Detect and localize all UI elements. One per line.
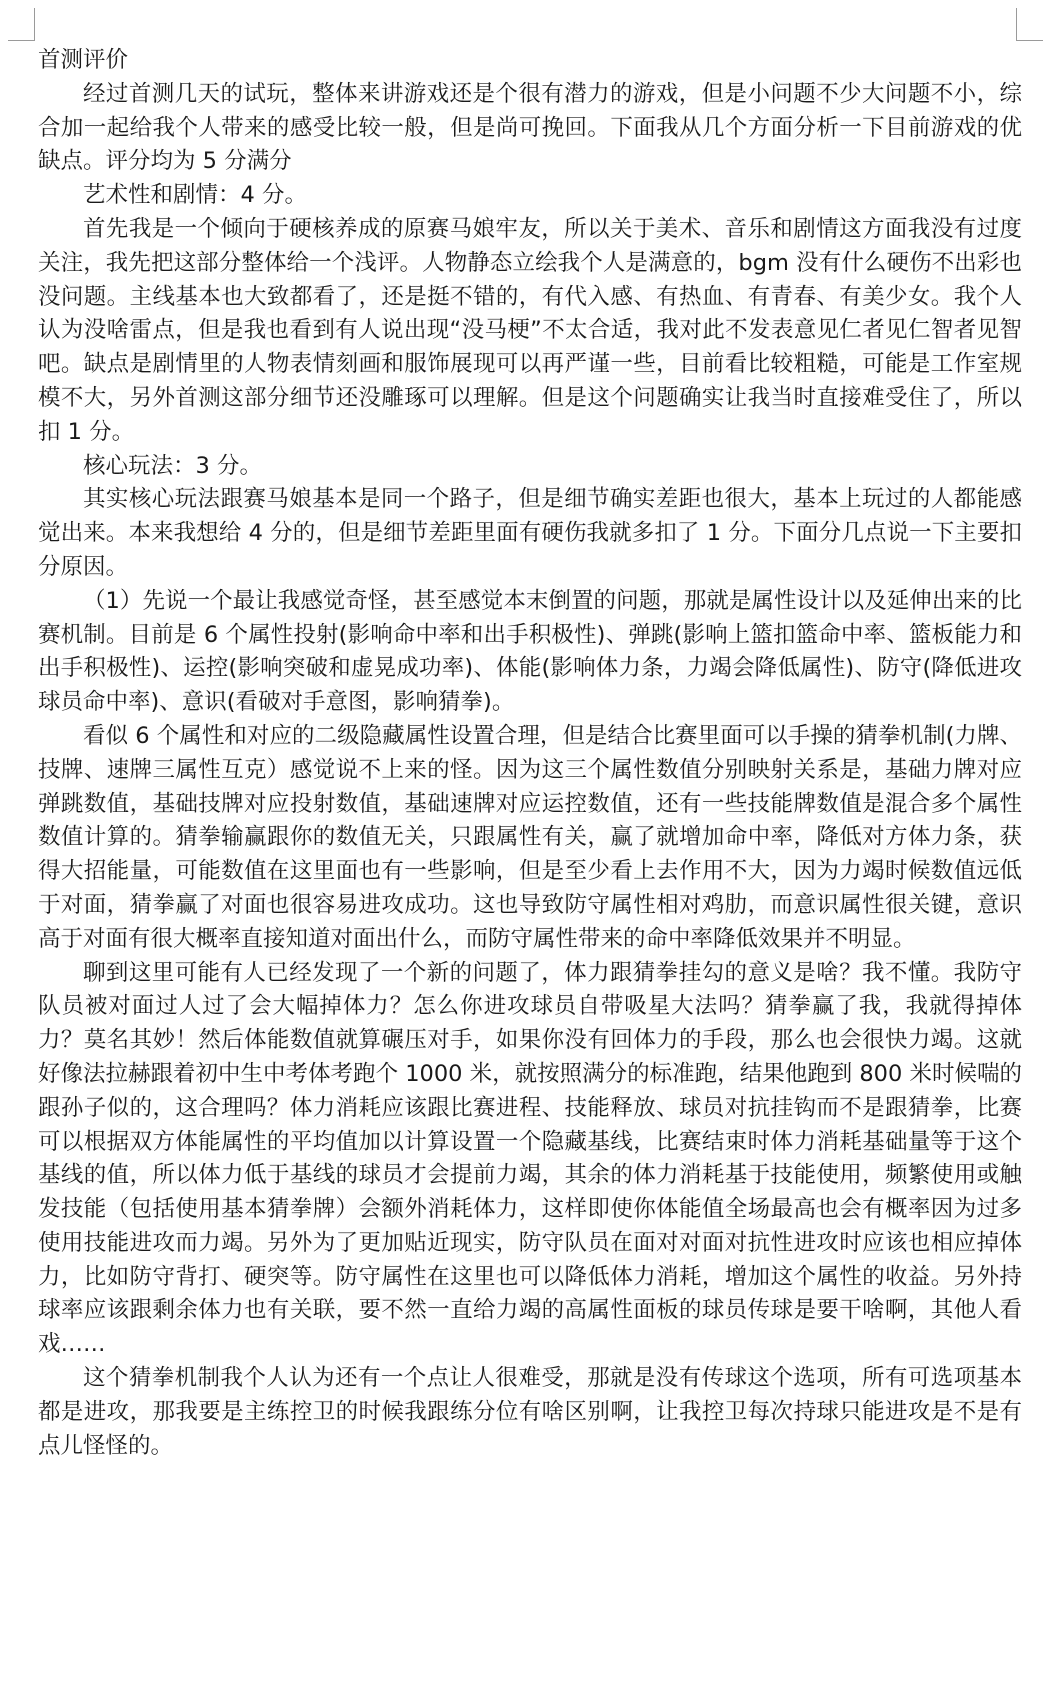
paragraph-core-score: 核心玩法：3 分。 (83, 452, 262, 479)
paragraph-art-score: 艺术性和剧情：4 分。 (83, 182, 307, 209)
document-body (38, 44, 1022, 1463)
crop-mark-top-left (8, 8, 35, 41)
paragraph-core-intro: 其实核心玩法跟赛马娘基本是同一个路子，但是细节确实差距也很大，基本上玩过的人都能感觉出来。本来我想给 4 分的，但是细节差距里面有硬伤我就多扣了 1 分。下面分几点说一下主要扣分原因。 (38, 486, 1022, 580)
paragraph-rps-mechanism: 看似 6 个属性和对应的二级隐藏属性设置合理，但是结合比赛里面可以手操的猜拳机制(力牌、技牌、速牌三属性互克）感觉说不上来的怪。因为这三个属性数值分别映射关系是，基础力牌对应弹跳数值，基础技牌对应投射数值，基础速牌对应运控数值，还有一些技能牌数值是混合多个属性数值计算的。猜拳输赢跟你的数值无关，只跟属性有关，赢了就增加命中率，降低对方体力条，获得大招能量，可能数值在这里面也有一些影响，但是至少看上去作用不大，因为力竭时候数值远低于对面，猜拳赢了对面也很容易进攻成功。这也导致防守属性相对鸡肋，而意识属性很关键，意识高于对面有很大概率直接知道对面出什么，而防守属性带来的命中率降低效果并不明显。 (38, 722, 1022, 952)
document-title: 首测评价 (38, 47, 129, 73)
paragraph-point-1: （1）先说一个最让我感觉奇怪，甚至感觉本末倒置的问题，那就是属性设计以及延伸出来的比赛机制。目前是 6 个属性投射(影响命中率和出手积极性)、弹跳(影响上篮扣篮命中率、篮板能力和出手积极性)、运控(影响突破和虚晃成功率)、体能(影响体力条，力竭会降低属性)、防守(降低进攻球员命中率)、意识(看破对手意图，影响猜拳)。 (38, 587, 1022, 716)
paragraph-no-pass: 这个猜拳机制我个人认为还有一个点让人很难受，那就是没有传球这个选项，所有可选项基本都是进攻，那我要是主练控卫的时候我跟练分位有啥区别啊，让我控卫每次持球只能进攻是不是有点儿怪怪的。 (38, 1365, 1022, 1459)
paragraph-art-review: 首先我是一个倾向于硬核养成的原赛马娘牢友，所以关于美术、音乐和剧情这方面我没有过度关注，我先把这部分整体给一个浅评。人物静态立绘我个人是满意的，bgm 没有什么硬伤不出彩也没问题。主线基本也大致都看了，还是挺不错的，有代入感、有热血、有青春、有美少女。我个人认为没啥雷点，但是我也看到有人说出现“没马梗”不太合适，我对此不发表意见仁者见仁智者见智吧。缺点是剧情里的人物表情刻画和服饰展现可以再严谨一些，目前看比较粗糙，可能是工作室规模不大，另外首测这部分细节还没雕琢可以理解。但是这个问题确实让我当时直接难受住了，所以扣 1 分。 (38, 215, 1022, 445)
paragraph-stamina: 聊到这里可能有人已经发现了一个新的问题了，体力跟猜拳挂勾的意义是啥？我不懂。我防守队员被对面过人过了会大幅掉体力？怎么你进攻球员自带吸星大法吗？猜拳赢了我，我就得掉体力？莫名其妙！然后体能数值就算碾压对手，如果你没有回体力的手段，那么也会很快力竭。这就好像法拉赫跟着初中生中考体考跑个 1000 米，就按照满分的标准跑，结果他跑到 800 米时候喘的跟孙子似的，这合理吗？体力消耗应该跟比赛进程、技能释放、球员对抗挂钩而不是跟猜拳，比赛可以根据双方体能属性的平均值加以计算设置一个隐藏基线，比赛结束时体力消耗基础量等于这个基线的值，所以体力低于基线的球员才会提前力竭，其余的体力消耗基于技能使用，频繁使用或触发技能（包括使用基本猜拳牌）会额外消耗体力，这样即使你体能值全场最高也会有概率因为过多使用技能进攻而力竭。另外为了更加贴近现实，防守队员在面对对面对抗性进攻时应该也相应掉体力，比如防守背打、硬突等。防守属性在这里也可以降低体力消耗，增加这个属性的收益。另外持球率应该跟剩余体力也有关联，要不然一直给力竭的高属性面板的球员传球是要干啥啊，其他人看戏…… (38, 959, 1022, 1358)
crop-mark-top-right (1016, 8, 1043, 41)
paragraph-intro: 经过首测几天的试玩，整体来讲游戏还是个很有潜力的游戏，但是小问题不少大问题不小，综合加一起给我个人带来的感受比较一般，但是尚可挽回。下面我从几个方面分析一下目前游戏的优缺点。评分均为 5 分满分 (38, 80, 1022, 175)
